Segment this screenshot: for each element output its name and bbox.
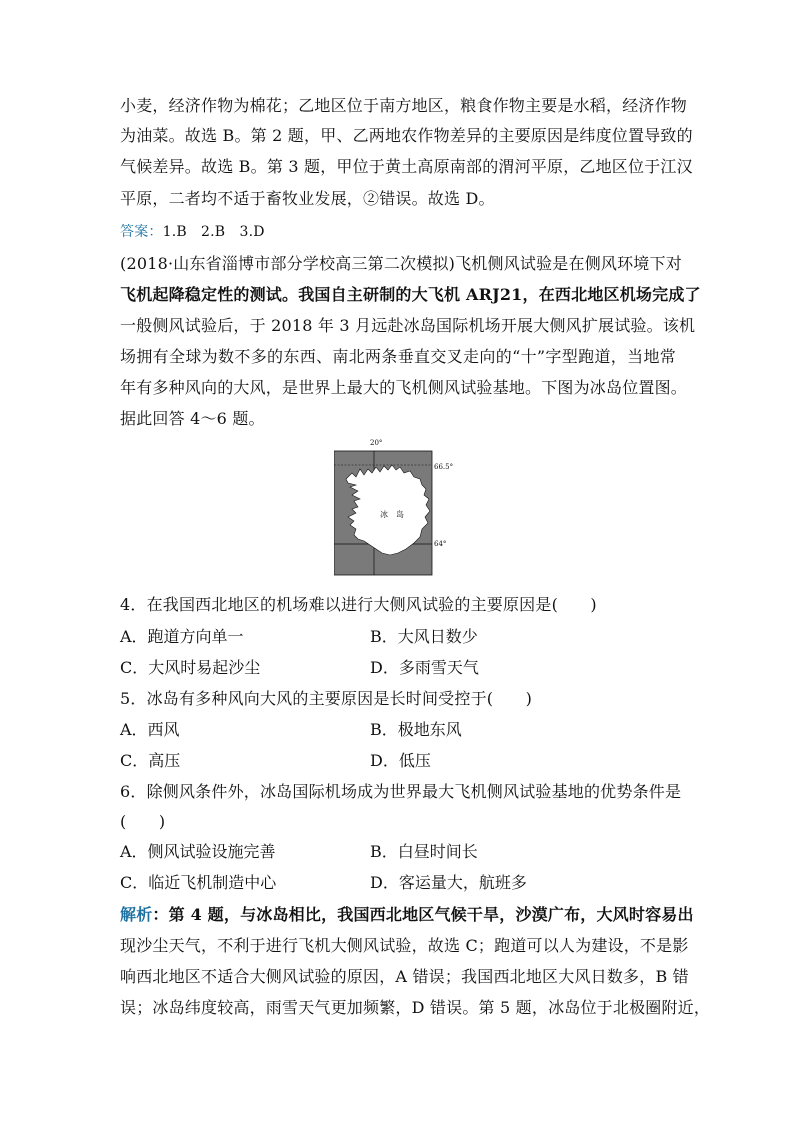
q4-option-c: C．大风时易起沙尘 <box>120 658 261 677</box>
q4-option-d: D．多雨雪天气 <box>370 658 479 677</box>
intro-line-2: 为油菜。故选 B。第 2 题，甲、乙两地农作物差异的主要原因是纬度位置导致的 <box>120 126 693 145</box>
intro-line-1: 小麦，经济作物为棉花；乙地区位于南方地区，粮食作物主要是水稻，经济作物 <box>120 96 688 115</box>
question-6-stem: 6．除侧风条件外，冰岛国际机场成为世界最大飞机侧风试验基地的优势条件是 <box>120 782 682 801</box>
passage-line-5: 年有多种风向的大风，是世界上最大的飞机侧风试验基地。下图为冰岛位置图。 <box>120 378 688 397</box>
analysis-line-2: 现沙尘天气，不利于进行飞机大侧风试验，故选 C；跑道可以人为建设，不是影 <box>120 936 689 955</box>
passage-line-2: 飞机起降稳定性的测试。我国自主研制的大飞机 ARJ21，在西北地区机场完成了 <box>120 285 701 304</box>
analysis-line-1 <box>120 905 694 925</box>
iceland-map <box>334 439 454 581</box>
analysis-line-1-text: ：第 4 题，与冰岛相比，我国西北地区气候干旱，沙漠广布，大风时容易出 <box>152 905 694 924</box>
q4-option-a: A．跑道方向单一 <box>120 627 244 646</box>
q6-option-d: D．客运量大，航班多 <box>370 873 527 892</box>
q5-option-b: B．极地东风 <box>370 720 462 739</box>
question-5-stem: 5．冰岛有多种风向大风的主要原因是长时间受控于( ) <box>120 689 533 708</box>
q6-option-b: B．白昼时间长 <box>370 842 478 861</box>
iceland-label: 冰 岛 <box>380 510 404 519</box>
iceland-map-svg <box>334 439 454 581</box>
intro-line-4: 平原，二者均不适于畜牧业发展，②错误。故选 D。 <box>120 189 495 208</box>
analysis-line-3: 响西北地区不适合大侧风试验的原因，A 错误；我国西北地区大风日数多，B 错 <box>120 967 689 986</box>
q4-option-b: B．大风日数少 <box>370 627 478 646</box>
latitude-66-5-label: 66.5° <box>434 463 454 471</box>
passage-line-1: (2018·山东省淄博市部分学校高三第二次模拟)飞机侧风试验是在侧风环境下对 <box>120 254 682 273</box>
answer-text: 1.B 2.B 3.D <box>162 224 265 240</box>
passage-line-4: 场拥有全球为数不多的东西、南北两条垂直交叉走向的“十”字型跑道，当地常 <box>120 347 676 366</box>
latitude-64-label: 64° <box>434 540 447 548</box>
question-6-stem-2: ( ) <box>120 812 166 831</box>
q6-option-a: A．侧风试验设施完善 <box>120 842 276 861</box>
analysis-line-4: 误；冰岛纬度较高，雨雪天气更加频繁，D 错误。第 5 题，冰岛位于北极圈附近， <box>120 998 711 1017</box>
passage-line-6: 据此回答 4～6 题。 <box>120 409 265 428</box>
q6-option-c: C．临近飞机制造中心 <box>120 873 277 892</box>
q5-option-c: C．高压 <box>120 751 181 770</box>
analysis-label: 解析 <box>120 905 153 924</box>
answer-label: 答案： <box>120 224 163 240</box>
answer-line <box>120 222 265 242</box>
passage-line-3: 一般侧风试验后，于 2018 年 3 月远赴冰岛国际机场开展大侧风扩展试验。该机 <box>120 316 696 335</box>
question-4-stem: 4．在我国西北地区的机场难以进行大侧风试验的主要原因是( ) <box>120 595 597 614</box>
q5-option-d: D．低压 <box>370 751 431 770</box>
longitude-20-label: 20° <box>370 439 383 447</box>
intro-line-3: 气候差异。故选 B。第 3 题，甲位于黄土高原南部的渭河平原，乙地区位于江汉 <box>120 157 693 176</box>
q5-option-a: A．西风 <box>120 720 180 739</box>
